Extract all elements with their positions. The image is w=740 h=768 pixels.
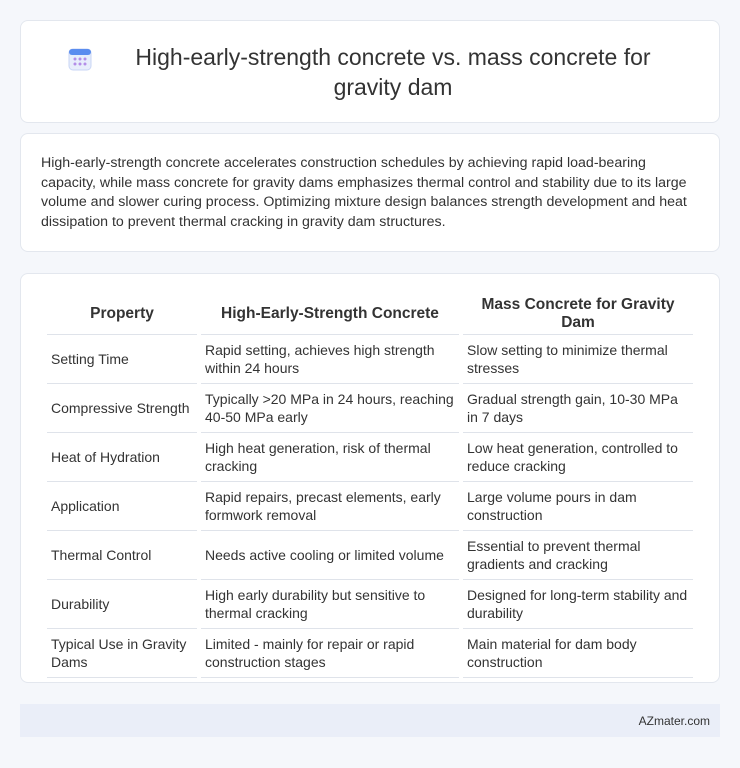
title-wrap: [67, 42, 673, 102]
row-property: Typical Use in Gravity Dams: [47, 629, 197, 678]
row-property: Thermal Control: [47, 531, 197, 580]
row-high-early-value: High early durability but sensitive to thermal cracking: [201, 580, 459, 629]
table-row: [47, 433, 693, 482]
row-property: Heat of Hydration: [47, 433, 197, 482]
row-high-early-value: Rapid repairs, precast elements, early formwork removal: [201, 482, 459, 531]
table-header-row: [47, 294, 693, 335]
calendar-icon: [67, 46, 93, 72]
comparison-table: [43, 294, 697, 678]
row-mass-value: Main material for dam body construction: [463, 629, 693, 678]
summary-card: [20, 133, 720, 252]
table-row: [47, 482, 693, 531]
row-property: Durability: [47, 580, 197, 629]
row-high-early-value: Rapid setting, achieves high strength within 24 hours: [201, 335, 459, 384]
table-row: [47, 629, 693, 678]
row-high-early-value: Needs active cooling or limited volume: [201, 531, 459, 580]
summary-text: High-early-strength concrete accelerates construction schedules by achieving rapid load-bearing capacity, while mass concrete for gravity dams emphasizes thermal control and stability due to its large volume and slower curing process. Optimizing mixture design balances strength development and heat dissipation to prevent thermal cracking in gravity dam structures.: [41, 155, 687, 230]
footer-brand: AZmater.com: [638, 713, 710, 728]
header-property: Property: [47, 294, 197, 335]
row-mass-value: Designed for long-term stability and durability: [463, 580, 693, 629]
row-high-early-value: High heat generation, risk of thermal cracking: [201, 433, 459, 482]
row-mass-value: Slow setting to minimize thermal stresses: [463, 335, 693, 384]
title-card: [20, 20, 720, 123]
comparison-table-card: [20, 273, 720, 683]
table-row: [47, 335, 693, 384]
row-property: Compressive Strength: [47, 384, 197, 433]
row-property: Application: [47, 482, 197, 531]
table-row: [47, 580, 693, 629]
header-high-early-strength: High-Early-Strength Concrete: [201, 294, 459, 335]
row-mass-value: Gradual strength gain, 10-30 MPa in 7 days: [463, 384, 693, 433]
header-mass-concrete: Mass Concrete for Gravity Dam: [463, 294, 693, 335]
page-title: High-early-strength concrete vs. mass concrete for gravity dam: [135, 43, 651, 100]
row-mass-value: Low heat generation, controlled to reduce cracking: [463, 433, 693, 482]
row-mass-value: Large volume pours in dam construction: [463, 482, 693, 531]
row-high-early-value: Limited - mainly for repair or rapid construction stages: [201, 629, 459, 678]
row-property: Setting Time: [47, 335, 197, 384]
footer-bar: [20, 704, 720, 737]
row-mass-value: Essential to prevent thermal gradients and cracking: [463, 531, 693, 580]
table-row: [47, 531, 693, 580]
table-row: [47, 384, 693, 433]
row-high-early-value: Typically >20 MPa in 24 hours, reaching 40-50 MPa early: [201, 384, 459, 433]
